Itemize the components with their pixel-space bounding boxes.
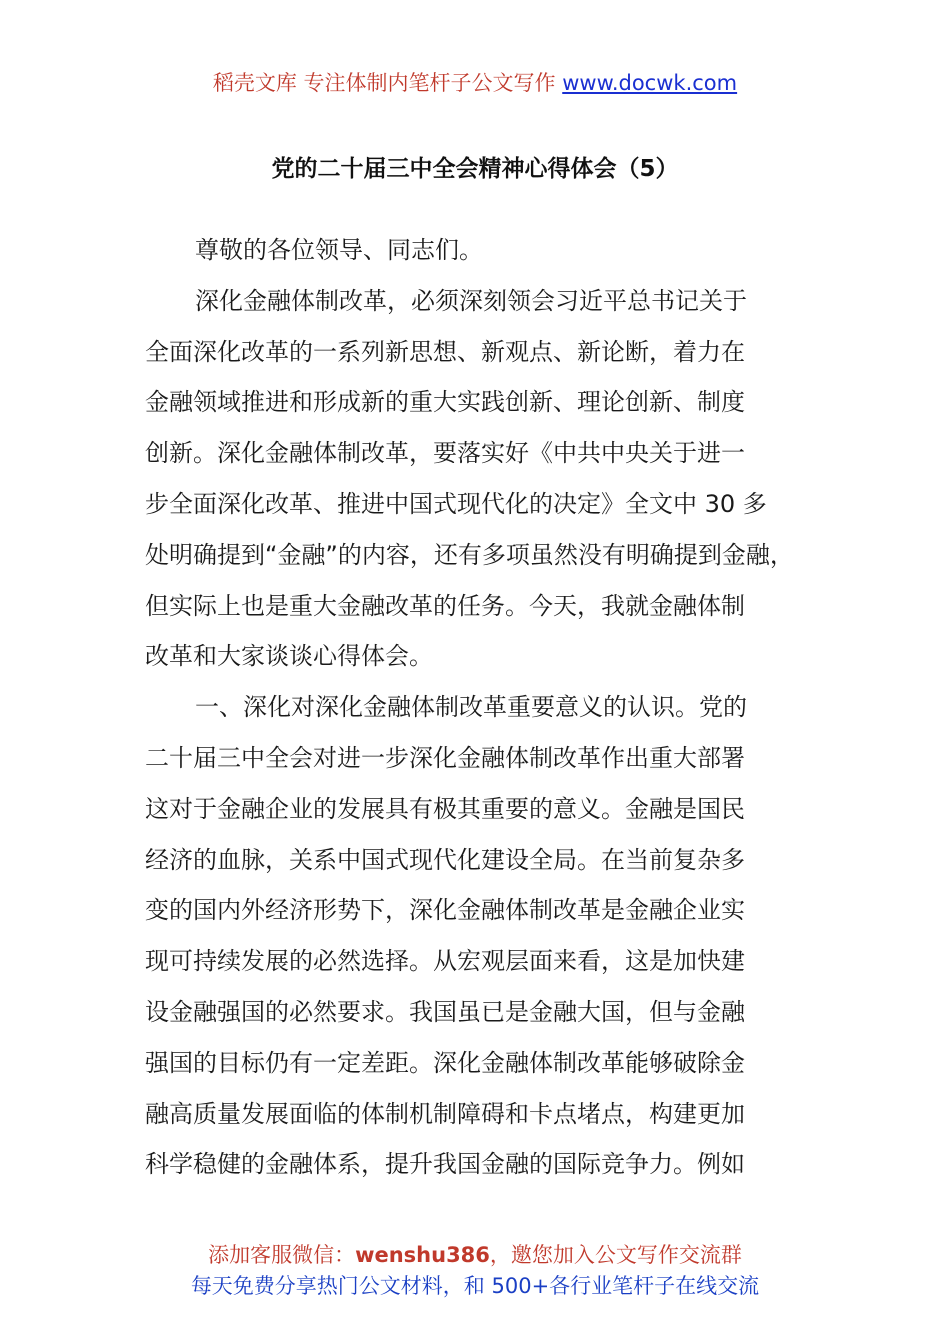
page-header xyxy=(0,68,950,98)
body-line: 科学稳健的金融体系，提升我国金融的国际竞争力。例如 xyxy=(145,1150,745,1179)
header-brand-text: 稻壳文库 专注体制内笔杆子公文写作 xyxy=(212,71,563,95)
body-line: 强国的目标仍有一定差距。深化金融体制改革能够破除金 xyxy=(145,1048,745,1077)
footer-contact-prefix: 添加客服微信： xyxy=(208,1243,356,1267)
body-line: 这对于金融企业的发展具有极其重要的意义。金融是国民 xyxy=(145,794,745,823)
document-title: 党的二十届三中全会精神心得体会（5） xyxy=(271,156,679,182)
body-line: 创新。深化金融体制改革，要落实好《中共中央关于进一 xyxy=(145,439,745,468)
body-line: 金融领域推进和形成新的重大实践创新、理论创新、制度 xyxy=(145,388,745,417)
footer-contact-suffix: ，邀您加入公文写作交流群 xyxy=(489,1243,742,1267)
body-line: 二十届三中全会对进一步深化金融体制改革作出重大部署 xyxy=(145,743,745,772)
page-footer xyxy=(0,1240,950,1302)
document-body xyxy=(145,225,810,1190)
footer-promo-line: 每天免费分享热门公文材料，和 500+各行业笔杆子在线交流 xyxy=(190,1274,760,1298)
body-line: 改革和大家谈谈心得体会。 xyxy=(145,642,433,671)
body-line: 一、深化对深化金融体制改革重要意义的认识。党的 xyxy=(195,693,747,722)
body-line: 现可持续发展的必然选择。从宏观层面来看，这是加快建 xyxy=(145,947,745,976)
header-website-link[interactable]: www.docwk.com xyxy=(562,71,738,95)
body-line: 尊敬的各位领导、同志们。 xyxy=(195,236,483,264)
footer-wechat-id: wenshu386 xyxy=(355,1243,490,1267)
body-line: 变的国内外经济形势下，深化金融体制改革是金融企业实 xyxy=(145,896,745,925)
body-line: 经济的血脉，关系中国式现代化建设全局。在当前复杂多 xyxy=(145,845,745,874)
body-line: 融高质量发展面临的体制机制障碍和卡点堵点，构建更加 xyxy=(145,1099,745,1128)
body-line: 但实际上也是重大金融改革的任务。今天，我就金融体制 xyxy=(145,591,745,620)
body-line: 深化金融体制改革，必须深刻领会习近平总书记关于 xyxy=(195,286,747,315)
body-line: 设金融强国的必然要求。我国虽已是金融大国，但与金融 xyxy=(145,997,745,1026)
body-line: 处明确提到“金融”的内容，还有多项虽然没有明确提到金融， xyxy=(145,540,794,569)
body-line: 步全面深化改革、推进中国式现代化的决定》全文中 30 多 xyxy=(145,489,767,518)
body-line: 全面深化改革的一系列新思想、新观点、新论断，着力在 xyxy=(145,337,745,366)
footer-contact-line xyxy=(0,1240,950,1271)
